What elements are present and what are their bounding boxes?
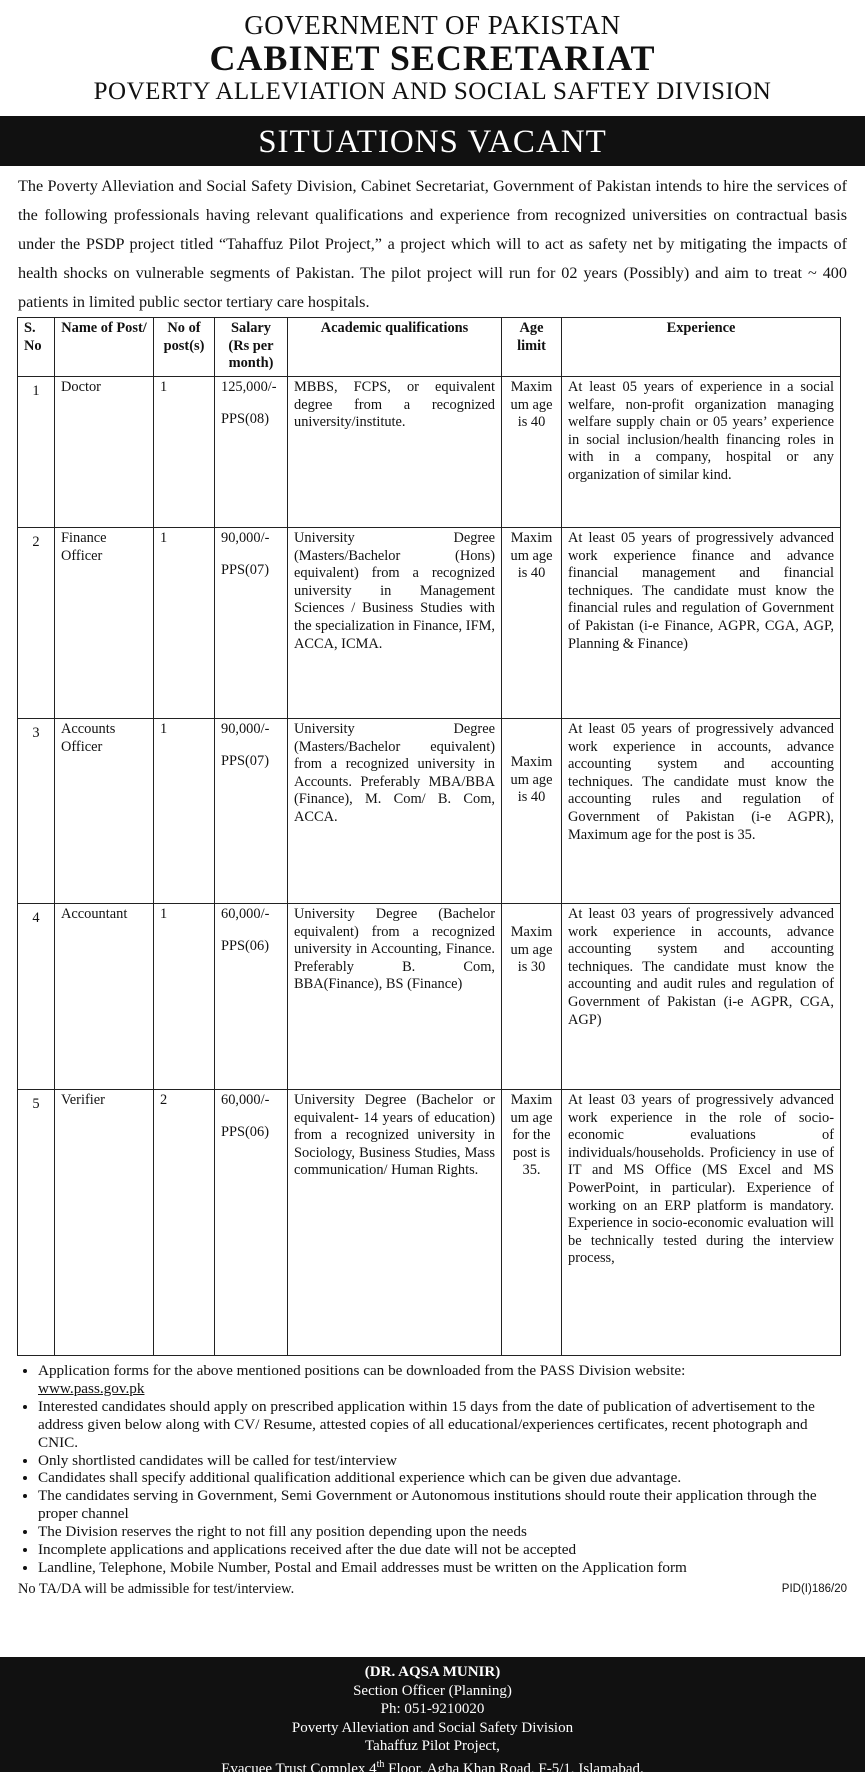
row-experience: At least 05 years of experience in a social welfare, non-profit organization managing welfare supply chain or 05 years’ experience in social inclusion/health financing roles in with in a company, hospital or any organization of similar kind. — [562, 377, 841, 528]
cabinet-heading: CABINET SECRETARIAT — [0, 40, 865, 76]
footer-address — [0, 1756, 865, 1778]
division-heading: POVERTY ALLEVIATION AND SOCIAL SAFTEY DIVISION — [0, 76, 865, 108]
vacancy-table — [17, 317, 841, 1356]
row-count: 2 — [154, 1090, 215, 1356]
row-count: 1 — [154, 377, 215, 528]
list-item: • Landline, Telephone, Mobile Number, Postal and Email addresses must be written on the Application form — [38, 1559, 849, 1577]
table-header-row — [18, 318, 841, 377]
row-experience: At least 05 years of progressively advanced work experience finance and advance financial management and financial techniques. The candidate must know the financial rules and regulation of Government of Pakistan (i-e Finance, AGPR, CGA, AGP, Planning & Finance) — [562, 528, 841, 719]
row-sno: 3 — [18, 719, 55, 904]
row-salary — [215, 528, 288, 719]
salary-amount: 90,000/- — [221, 721, 281, 739]
header-count: No of post(s) — [154, 318, 215, 377]
header-age: Age limit — [502, 318, 562, 377]
header-post: Name of Post/ — [55, 318, 154, 377]
row-age: Maxim um age for the post is 35. — [502, 1090, 562, 1356]
intro-paragraph: The Poverty Alleviation and Social Safety Division, Cabinet Secretariat, Government of Pakistan intends to hire the services of the following professionals having relevant qualifications and experience from recognized universities on contractual basis under the PSDP project titled “Tahaffuz Pilot Project,” a project which will to act as safety net by mitigating the impacts of health shocks on vulnerable segments of Pakistan. The pilot project will run for 02 years (Possibly) and aim to treat ~ 400 patients in limited public sector tertiary care hospitals. — [0, 166, 865, 317]
row-post: Doctor — [55, 377, 154, 528]
note-text: Application forms for the above mentioned positions can be downloaded from the PASS Division website: — [38, 1362, 685, 1379]
salary-scale: PPS(06) — [221, 1124, 281, 1142]
footer-project: Tahaffuz Pilot Project, — [0, 1737, 865, 1756]
row-count: 1 — [154, 719, 215, 904]
list-item — [38, 1362, 849, 1398]
row-post: Finance Officer — [55, 528, 154, 719]
row-age: Maxim um age is 40 — [502, 719, 562, 904]
row-salary — [215, 719, 288, 904]
row-count: 1 — [154, 904, 215, 1090]
salary-amount: 90,000/- — [221, 530, 281, 548]
row-experience: At least 03 years of progressively advanced work experience in accounts, advance accounting system and accounting techniques. The candidate must know the accounting and audit rules and regulation of Government of Pakistan (i-e AGPR, CGA, AGP) — [562, 904, 841, 1090]
list-item: • The candidates serving in Government, Semi Government or Autonomous institutions should route their application through the proper channel — [38, 1487, 849, 1523]
footnote-row — [18, 1581, 847, 1603]
row-salary — [215, 1090, 288, 1356]
row-sno: 4 — [18, 904, 55, 1090]
row-sno: 2 — [18, 528, 55, 719]
website-link[interactable]: www.pass.gov.pk — [38, 1380, 144, 1397]
officer-title: Section Officer (Planning) — [0, 1682, 865, 1701]
list-item: • Incomplete applications and applications received after the due date will not be accepted — [38, 1541, 849, 1559]
pid-number: PID(I)186/20 — [782, 1583, 847, 1595]
row-qualification: University Degree (Masters/Bachelor (Hons) equivalent) from a recognized university in Management Sciences / Business Studies with the specialization in Finance, IFM, ACCA, ICMA. — [288, 528, 502, 719]
tada-note: No TA/DA will be admissible for test/interview. — [18, 1581, 294, 1597]
situations-vacant-banner: SITUATIONS VACANT — [0, 116, 865, 166]
list-item: • Only shortlisted candidates will be called for test/interview — [38, 1452, 849, 1470]
salary-amount: 60,000/- — [221, 906, 281, 924]
row-qualification: University Degree (Bachelor equivalent) from a recognized university in Accounting, Finance. Preferably B. Com, BBA(Finance), BS (Finance) — [288, 904, 502, 1090]
list-item: • Interested candidates should apply on prescribed application within 15 days from the date of publication of advertisement to the address given below along with CV/ Resume, attested copies of all educational/experiences certificates, recent photograph and CNIC. — [38, 1398, 849, 1452]
address-part: Floor, Agha Khan Road, F-5/1, Islamabad. — [384, 1761, 643, 1777]
address-part: Evacuee Trust Complex 4 — [221, 1761, 376, 1777]
salary-amount: 60,000/- — [221, 1092, 281, 1110]
list-item: • Candidates shall specify additional qualification additional experience which can be given due advantage. — [38, 1469, 849, 1487]
row-salary — [215, 377, 288, 528]
instructions-list — [0, 1362, 865, 1577]
table-row — [18, 904, 841, 1090]
list-item: • The Division reserves the right to not fill any position depending upon the needs — [38, 1523, 849, 1541]
salary-scale: PPS(06) — [221, 938, 281, 956]
table-row — [18, 719, 841, 904]
govt-heading: GOVERNMENT OF PAKISTAN — [0, 0, 865, 40]
row-salary — [215, 904, 288, 1090]
table-row — [18, 1090, 841, 1356]
row-sno: 5 — [18, 1090, 55, 1356]
row-post: Accountant — [55, 904, 154, 1090]
officer-name: (DR. AQSA MUNIR) — [0, 1663, 865, 1682]
row-age: Maxim um age is 40 — [502, 377, 562, 528]
footer-division: Poverty Alleviation and Social Safety Division — [0, 1719, 865, 1738]
header-salary: Salary (Rs per month) — [215, 318, 288, 377]
table-row — [18, 528, 841, 719]
officer-phone: Ph: 051-9210020 — [0, 1700, 865, 1719]
header-experience: Experience — [562, 318, 841, 377]
address-superscript: th — [377, 1759, 385, 1770]
table-row — [18, 377, 841, 528]
header-sno: S. No — [18, 318, 55, 377]
row-post: Verifier — [55, 1090, 154, 1356]
row-qualification: University Degree (Bachelor or equivalent- 14 years of education) from a recognized university in Sociology, Business Studies, Mass communication/ Human Rights. — [288, 1090, 502, 1356]
header-qualifications: Academic qualifications — [288, 318, 502, 377]
row-experience: At least 03 years of progressively advanced work experience in the role of socio-economic evaluations of individuals/households. Proficiency in use of IT and MS Office (MS Excel and MS PowerPoint, in particular). Experience of working on an ERP platform is mandatory. Experience in socio-economic evaluation will be technically tested during the interview process, — [562, 1090, 841, 1356]
salary-scale: PPS(08) — [221, 411, 281, 429]
contact-footer — [0, 1657, 865, 1772]
row-age: Maxim um age is 40 — [502, 528, 562, 719]
row-qualification: University Degree (Masters/Bachelor equivalent) from a recognized university in Accounts. Preferably MBA/BBA (Finance), M. Com/ B. Com, ACCA. — [288, 719, 502, 904]
row-post: Accounts Officer — [55, 719, 154, 904]
salary-scale: PPS(07) — [221, 753, 281, 771]
row-count: 1 — [154, 528, 215, 719]
row-experience: At least 05 years of progressively advanced work experience in accounts, advance accounting system and accounting techniques. The candidate must know the accounting rules and regulation of Government of Pakistan (i-e AGPR), Maximum age for the post is 35. — [562, 719, 841, 904]
row-sno: 1 — [18, 377, 55, 528]
row-qualification: MBBS, FCPS, or equivalent degree from a recognized university/institute. — [288, 377, 502, 528]
salary-scale: PPS(07) — [221, 562, 281, 580]
salary-amount: 125,000/- — [221, 379, 281, 397]
row-age: Maxim um age is 30 — [502, 904, 562, 1090]
